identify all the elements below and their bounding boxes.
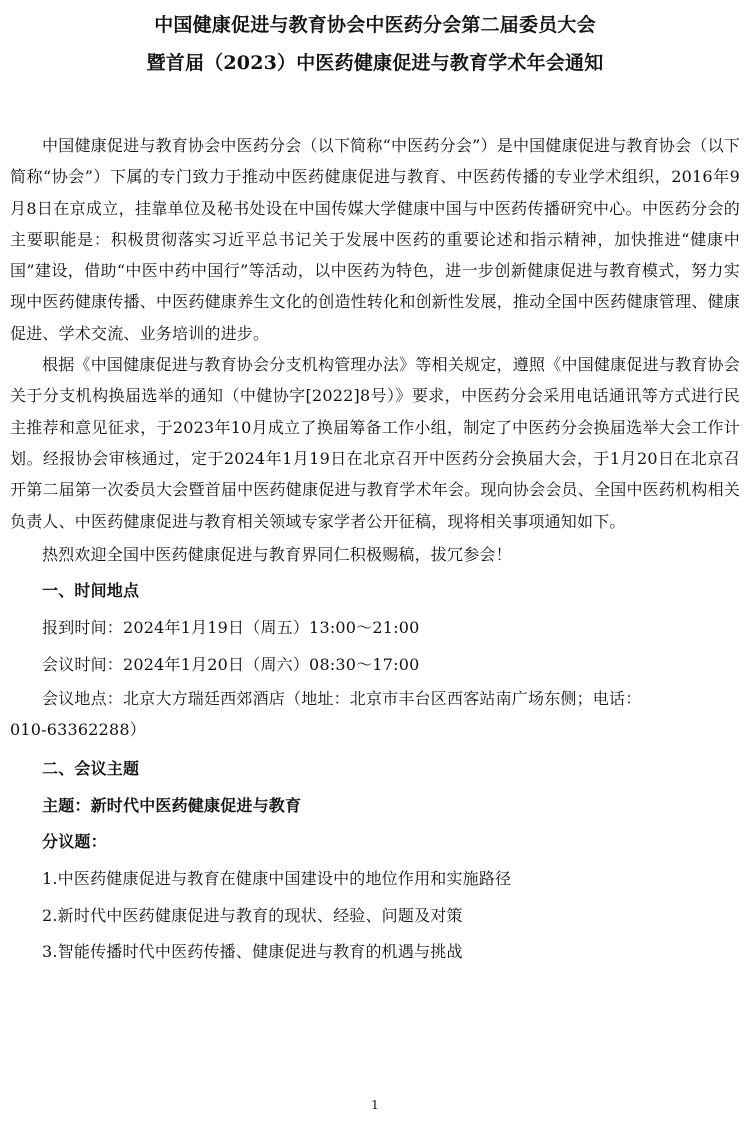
body-paragraph-2: 根据《中国健康促进与教育协会分支机构管理办法》等相关规定，遵照《中国健康促进与教育协会关于分支机构换届选举的通知（中健协字[2022]8号）》要求，中医药分会采用电话通讯等方式进行民主推荐和意见征求，于2023年10月成立了换届筹备工作小组，制定了中医药分会换届选举大会工作计划。经报协会审核通过，定于2024年1月19日在北京召开中医药分会换届大会，于1月20日在北京召开第二届第一次委员大会暨首届中医药健康促进与教育学术年会。现向协会会员、全国中医药机构相关负责人、中医药健康促进与教育相关领域专家学者公开征稿，现将相关事项通知如下。 — [10, 355, 740, 531]
section-heading-time-place: 一、时间地点 — [42, 581, 140, 601]
section-heading-theme: 二、会议主题 — [42, 759, 140, 779]
document-title-line-2: 暨首届（2023）中医药健康促进与教育学术年会通知 — [146, 52, 604, 74]
title-block — [10, 6, 740, 82]
meeting-time: 会议时间：2024年1月20日（周六）08:30～17:00 — [42, 654, 420, 674]
checkin-time: 报到时间：2024年1月19日（周五）13:00～21:00 — [42, 618, 420, 638]
subtopic-item: 3.智能传播时代中医药传播、健康促进与教育的机遇与挑战 — [42, 942, 463, 962]
venue-line-2: 010-63362288） — [10, 720, 146, 740]
subtopic-item: 2.新时代中医药健康促进与教育的现状、经验、问题及对策 — [42, 905, 463, 925]
document-title-line-1: 中国健康促进与教育协会中医药分会第二届委员大会 — [154, 14, 596, 36]
welcome-text: 热烈欢迎全国中医药健康促进与教育界同仁积极赐稿，拔冗参会！ — [42, 544, 512, 564]
main-theme: 主题：新时代中医药健康促进与教育 — [42, 795, 302, 815]
body-paragraph-1: 中国健康促进与教育协会中医药分会（以下简称“中医药分会”）是中国健康促进与教育协会（以下简称“协会”）下属的专门致力于推动中医药健康促进与教育、中医药传播的专业学术组织，2016年9月8日在京成立，挂靠单位及秘书处设在中国传媒大学健康中国与中医药传播研究中心。中医药分会的主要职能是：积极贯彻落实习近平总书记关于发展中医药的重要论述和指示精神，加快推进“健康中国”建设，借助“中医中药中国行”等活动，以中医药为特色，进一步创新健康促进与教育模式，努力实现中医药健康传播、中医药健康养生文化的创造性转化和创新性发展，推动全国中医药健康管理、健康促进、学术交流、业务培训的进步。 — [10, 136, 740, 343]
subtopics-heading: 分议题： — [42, 832, 107, 852]
venue-line-1: 会议地点：北京大方瑞廷西郊酒店（地址：北京市丰台区西客站南广场东侧；电话： — [42, 689, 642, 709]
subtopic-item: 1.中医药健康促进与教育在健康中国建设中的地位作用和实施路径 — [42, 869, 512, 889]
page-number: 1 — [371, 1098, 379, 1112]
